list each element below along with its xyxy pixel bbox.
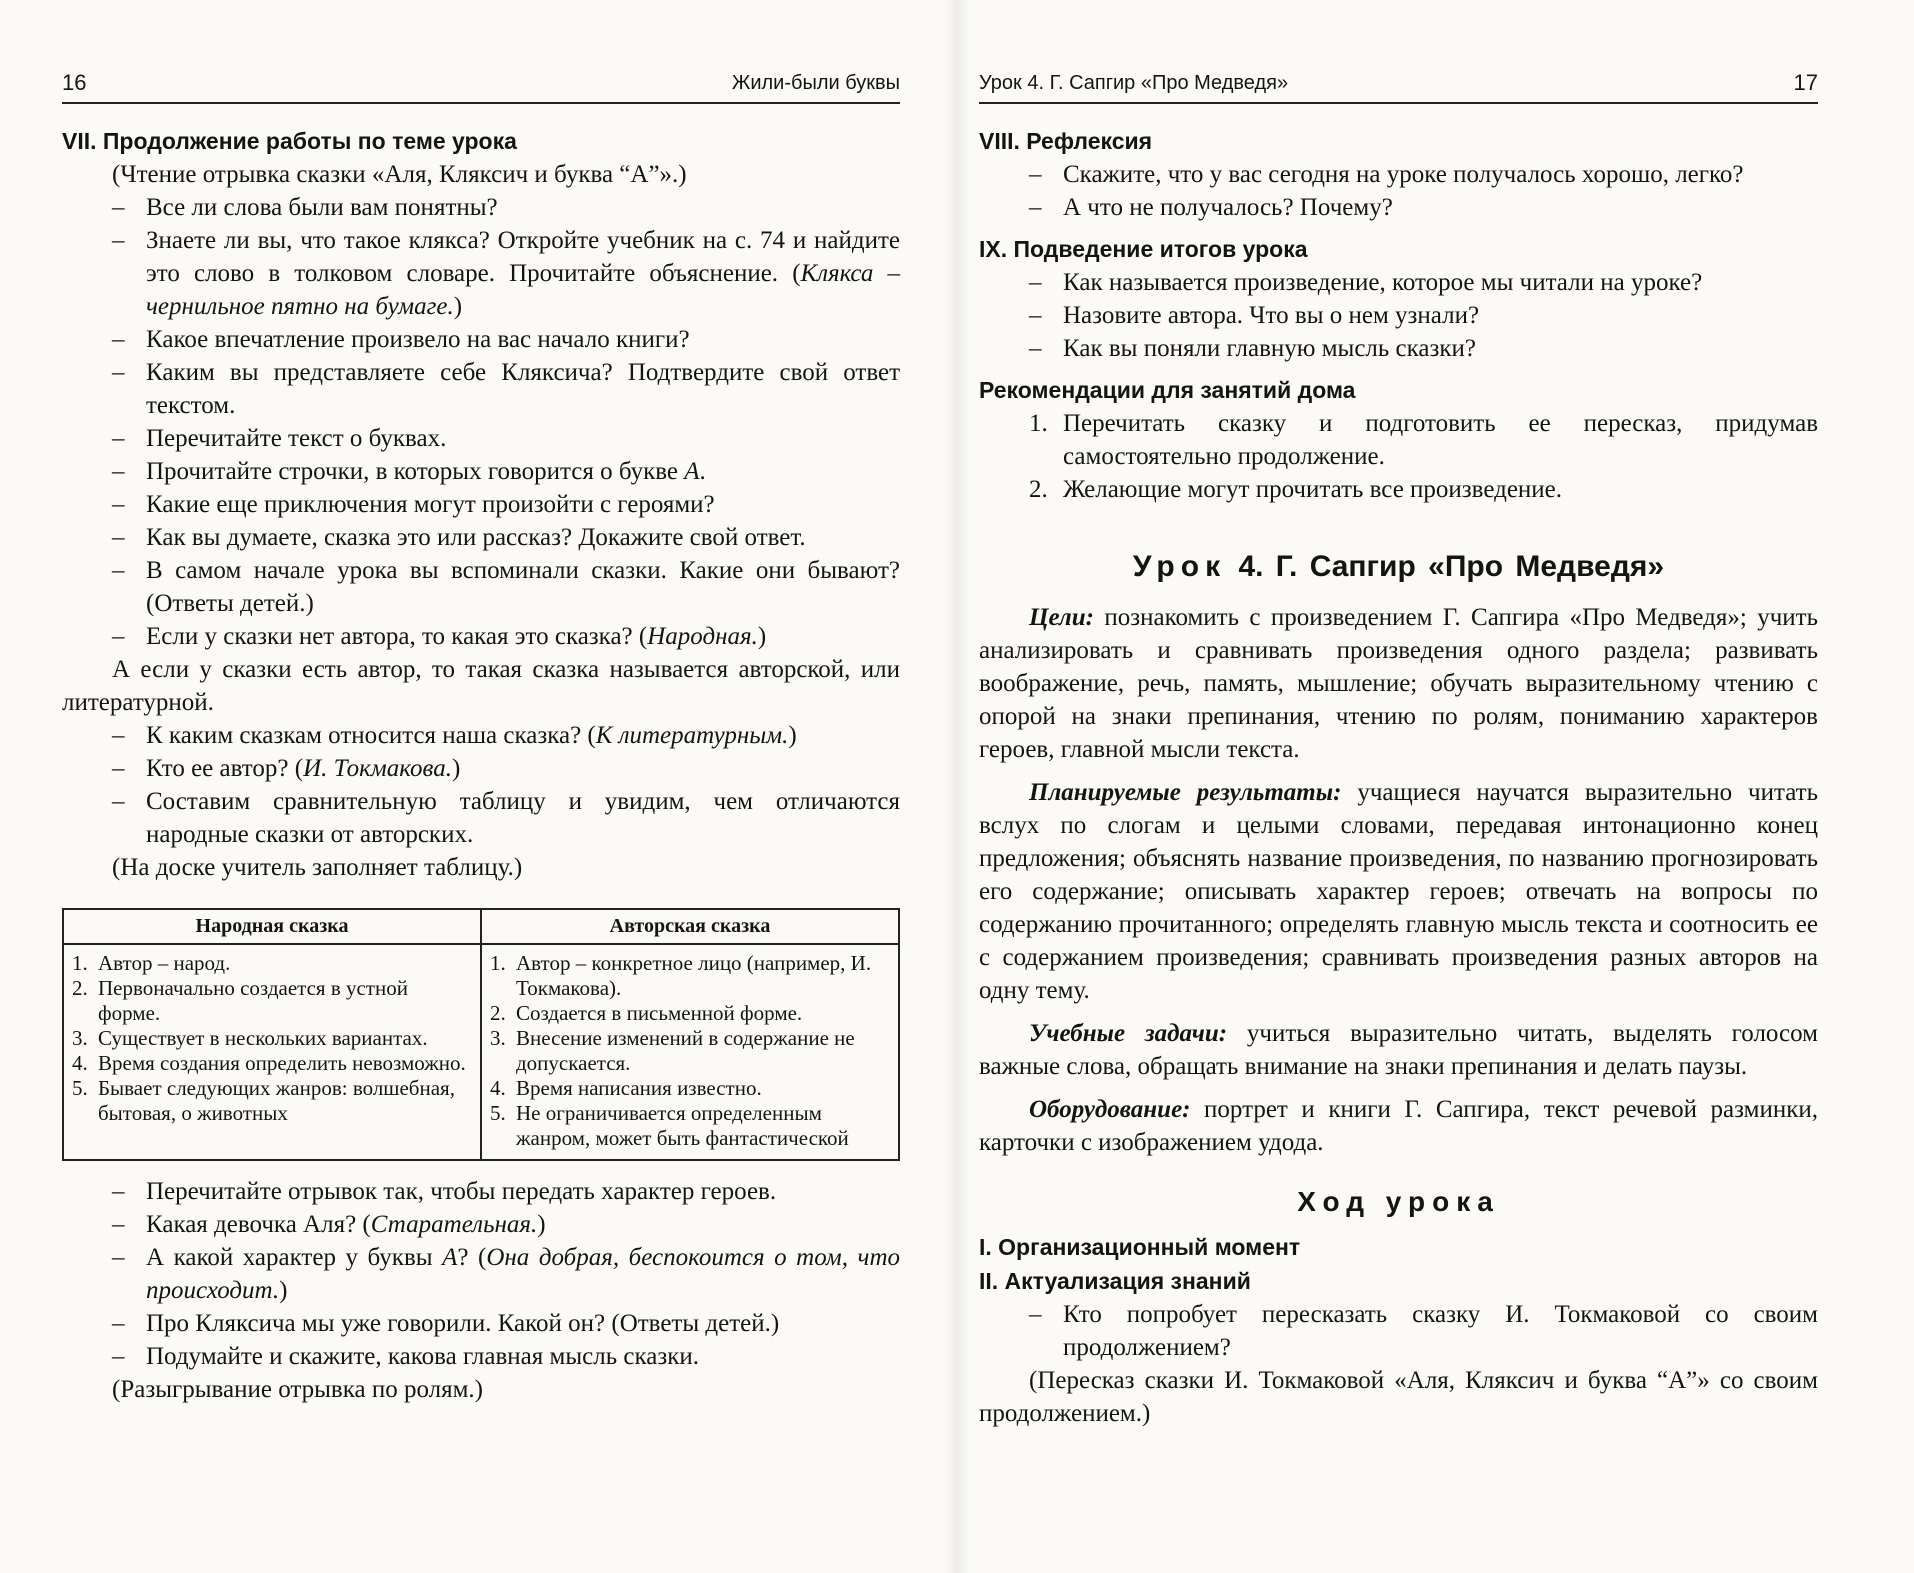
table-list-item	[72, 1076, 472, 1126]
equipment-label: Оборудование:	[1029, 1096, 1191, 1123]
right-text-column	[979, 122, 1818, 1430]
table-list-item	[72, 976, 472, 1026]
tasks-label: Учебные задачи:	[1029, 1020, 1228, 1047]
letter-ref: А	[442, 1244, 458, 1271]
question-item: – Перечитайте текст о буквах.	[62, 422, 900, 455]
closing-paren: )	[279, 1277, 288, 1304]
question-answer: Клякса – чернильное пятно на бумаге.	[146, 260, 900, 320]
table-list-item	[490, 1026, 890, 1076]
author-tale-cell	[481, 944, 899, 1160]
item-number: 2.	[1029, 476, 1048, 503]
lesson-flow-heading: Ход урока	[1297, 1186, 1500, 1217]
question-answer: К литературным.	[595, 722, 789, 749]
question-item: – Все ли слова были вам понятны?	[62, 191, 900, 224]
closing-paren: )	[757, 623, 767, 650]
question-item: – Как называется произведение, которое мы читали на уроке?	[979, 266, 1818, 299]
right-running-title: Урок 4. Г. Сапгир «Про Медведя»	[979, 72, 1289, 94]
question-text: Прочитайте строчки, в которых говорится о букве	[146, 458, 685, 485]
question-text: Кто ее автор? (	[146, 755, 304, 782]
homework-item	[979, 473, 1818, 506]
homework-item	[979, 407, 1818, 473]
question-item: – Какие еще приключения могут произойти с героями?	[62, 488, 900, 521]
results-label: Планируемые результаты:	[1029, 779, 1342, 806]
closing-paren: )	[451, 755, 461, 782]
table-list-item	[72, 1026, 472, 1051]
item-number: 4.	[72, 1051, 88, 1075]
results-text: учащиеся научатся выразительно читать вслух по слогам и целыми словами, передавая интонационно конец предложения; объяснять название произведения, по названию прогнозировать его содержание; описывать характер героев; отвечать на вопросы по содержанию прочитанного; определять главную мысль текста и соотносить ее с содержанием произведения; сравнивать произведения разных авторов на одну тему.	[979, 779, 1818, 1004]
item-text: Время создания определить невозможно.	[98, 1051, 466, 1075]
question-item: – Какое впечатление произвело на вас начало книги?	[62, 323, 900, 356]
item-number: 1.	[72, 951, 88, 975]
question-item	[62, 1241, 900, 1307]
item-number: 5.	[72, 1076, 88, 1100]
question-item	[62, 455, 900, 488]
item-text: Внесение изменений в содержание не допускается.	[516, 1026, 855, 1075]
item-text: Не ограничивается определенным жанром, может быть фантастической	[516, 1101, 849, 1150]
item-number: 5.	[490, 1101, 506, 1125]
item-text: Бывает следующих жанров: волшебная, бытовая, о животных	[98, 1076, 455, 1125]
roles-note: (Разыгрывание отрывка по ролям.)	[112, 1376, 484, 1403]
retelling-note: (Пересказ сказки И. Токмаковой «Аля, Кляксич и буква “А”» со своим продолжением.)	[979, 1367, 1818, 1427]
table-list-item	[490, 951, 890, 1001]
question-item	[62, 620, 900, 653]
question-item: – Скажите, что у вас сегодня на уроке получалось хорошо, легко?	[979, 158, 1818, 191]
question-item	[62, 752, 900, 785]
results-paragraph	[979, 776, 1818, 1007]
question-answer: Народная.	[647, 623, 758, 650]
right-page-number: 17	[1793, 70, 1818, 95]
goals-label: Цели:	[1029, 604, 1094, 631]
folk-tale-cell	[63, 944, 481, 1160]
item-number: 2.	[490, 1001, 506, 1025]
section-7-heading: VII. Продолжение работы по теме урока	[62, 128, 517, 154]
section-9-heading: IX. Подведение итогов урока	[979, 236, 1308, 262]
reading-note: (Чтение отрывка сказки «Аля, Кляксич и буква “А”».)	[112, 161, 687, 188]
item-text: Первоначально создается в устной форме.	[98, 976, 408, 1025]
section-1-heading: I. Организационный момент	[979, 1234, 1301, 1260]
item-text: Желающие могут прочитать все произведение.	[1063, 476, 1563, 503]
item-number: 4.	[490, 1076, 506, 1100]
right-running-head	[979, 68, 1818, 104]
table-row	[63, 944, 899, 1160]
period: .	[699, 458, 706, 485]
board-note: (На доске учитель заполняет таблицу.)	[112, 854, 523, 881]
homework-heading: Рекомендации для занятий дома	[979, 377, 1356, 403]
question-answer: Она добрая, беспокоится о том, что происходит.	[146, 1244, 900, 1304]
question-item: – Составим сравнительную таблицу и увидим, чем отличаются народные сказки от авторских.	[62, 785, 900, 851]
author-paragraph: А если у сказки есть автор, то такая сказка называется авторской, или литературной.	[62, 656, 900, 716]
question-item: – Подумайте и скажите, какова главная мысль сказки.	[62, 1340, 900, 1373]
closing-paren: )	[788, 722, 797, 749]
table-list-item	[490, 1001, 890, 1026]
section-8-heading: VIII. Рефлексия	[979, 128, 1153, 154]
item-text: Существует в нескольких вариантах.	[98, 1026, 428, 1050]
item-text: Время написания известно.	[516, 1076, 762, 1100]
question-item: – Перечитайте отрывок так, чтобы передать характер героев.	[62, 1175, 900, 1208]
question-item: – Каким вы представляете себе Кляксича? Подтвердите свой ответ текстом.	[62, 356, 900, 422]
table-header-folk: Народная сказка	[63, 909, 481, 944]
question-answer: И. Токмакова.	[303, 755, 452, 782]
closing-paren: )	[537, 1211, 546, 1238]
item-number: 3.	[490, 1026, 506, 1050]
item-text: Автор – народ.	[98, 951, 231, 975]
question-item: – Про Кляксича мы уже говорили. Какой он? (Ответы детей.)	[62, 1307, 900, 1340]
question-text: Если у сказки нет автора, то какая это сказка? (	[146, 623, 648, 650]
right-page	[957, 0, 1914, 1573]
lesson-word: Урок	[1132, 550, 1227, 583]
equipment-paragraph	[979, 1093, 1818, 1159]
question-text: А какой характер у буквы	[146, 1244, 443, 1271]
lesson-name: 4. Г. Сапгир «Про Медведя»	[1238, 550, 1665, 583]
question-mid: ? (	[457, 1244, 487, 1271]
left-running-title: Жили-были буквы	[731, 72, 900, 94]
question-text: Знаете ли вы, что такое клякса? Откройте учебник на с. 74 и найдите это слово в толковом словаре. Прочитайте объяснение. (	[146, 227, 900, 287]
left-text-column	[62, 122, 900, 1406]
tasks-paragraph	[979, 1017, 1818, 1083]
item-number: 3.	[72, 1026, 88, 1050]
letter-ref: А	[684, 458, 700, 485]
item-text: Автор – конкретное лицо (например, И. Токмакова).	[516, 951, 872, 1000]
question-item	[62, 1208, 900, 1241]
question-answer: Старательная.	[370, 1211, 538, 1238]
question-item: – Кто попробует пересказать сказку И. Токмаковой со своим продолжением?	[979, 1298, 1818, 1364]
question-item	[62, 719, 900, 752]
left-running-head	[62, 68, 900, 104]
table-header-author: Авторская сказка	[481, 909, 899, 944]
left-page-number: 16	[62, 70, 87, 95]
tasks-text: учиться выразительно читать, выделять голосом важные слова, обращать внимание на знаки препинания и делать паузы.	[979, 1020, 1818, 1080]
item-text: Перечитать сказку и подготовить ее пересказ, придумав самостоятельно продолжение.	[1063, 410, 1818, 470]
lesson-title	[979, 550, 1818, 583]
question-text: Какая девочка Аля? (	[146, 1211, 371, 1238]
question-item: – Как вы думаете, сказка это или рассказ? Докажите свой ответ.	[62, 521, 900, 554]
question-item	[62, 224, 900, 323]
table-list-item	[490, 1101, 890, 1151]
table-list-item	[490, 1076, 890, 1101]
goals-paragraph	[979, 601, 1818, 766]
table-list-item	[72, 1051, 472, 1076]
goals-text: познакомить с произведением Г. Сапгира «Про Медведя»; учить анализировать и сравнивать произведения одного раздела; развивать воображение, речь, память, мышление; обучать выразительному чтению с опорой на знаки препинания, чтению по ролям, пониманию характеров героев, главной мысли текста.	[979, 604, 1818, 763]
item-number: 2.	[72, 976, 88, 1000]
item-text: Создается в письменной форме.	[516, 1001, 803, 1025]
item-number: 1.	[1029, 410, 1048, 437]
closing-paren: )	[453, 293, 463, 320]
section-2-heading: II. Актуализация знаний	[979, 1268, 1251, 1294]
question-text: К каким сказкам относится наша сказка? (	[146, 722, 596, 749]
equipment-text: портрет и книги Г. Сапгира, текст речевой разминки, карточки с изображением удода.	[979, 1096, 1818, 1156]
comparison-table	[62, 908, 900, 1161]
item-number: 1.	[490, 951, 506, 975]
question-item: – Назовите автора. Что вы о нем узнали?	[979, 299, 1818, 332]
question-item: – В самом начале урока вы вспоминали сказки. Какие они бывают? (Ответы детей.)	[62, 554, 900, 620]
question-item: – А что не получалось? Почему?	[979, 191, 1818, 224]
table-list-item	[72, 951, 472, 976]
question-item: – Как вы поняли главную мысль сказки?	[979, 332, 1818, 365]
